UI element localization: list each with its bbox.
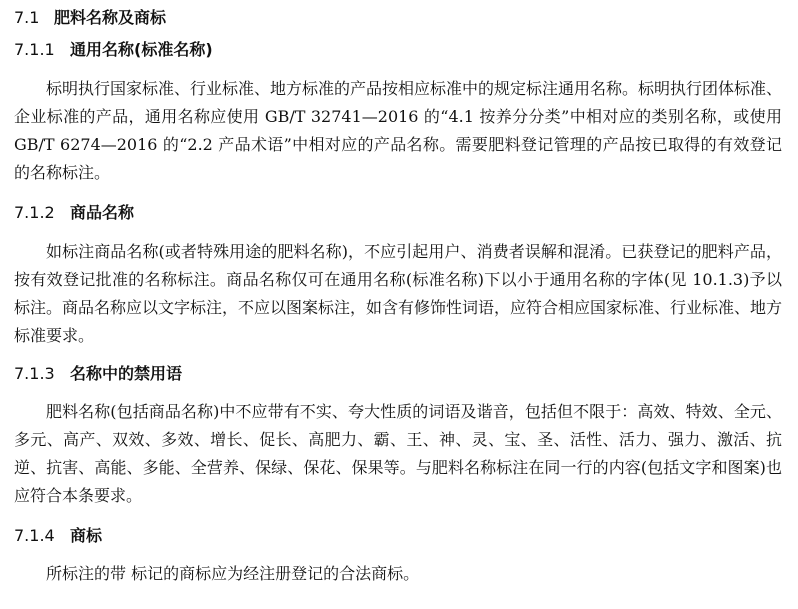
section-number: 7.1.2 [14, 203, 55, 222]
section-number: 7.1.1 [14, 40, 55, 59]
section-title: 肥料名称及商标 [54, 8, 167, 27]
section-7-1-4-heading [14, 526, 782, 546]
section-title: 商品名称 [70, 203, 135, 222]
section-7-1-2-body: 如标注商品名称(或者特殊用途的肥料名称)，不应引起用户、消费者误解和混淆。已获登记的肥料产品，按有效登记批准的名称标注。商品名称仅可在通用名称(标准名称)下以小于通用名称的字体(见 10.1.3)予以标注。商品名称应以文字标注，不应以图案标注，如含有修饰性词语，应符合相应国家标准、行业标准、地方标准要求。 [14, 242, 783, 345]
section-7-1-1-heading [14, 40, 782, 60]
section-number: 7.1.3 [14, 364, 55, 383]
section-title: 通用名称(标准名称) [70, 40, 213, 59]
section-7-1-3-body: 肥料名称(包括商品名称)中不应带有不实、夸大性质的词语及谐音，包括但不限于：高效、特效、全元、多元、高产、双效、多效、增长、促长、高肥力、霸、王、神、灵、宝、圣、活性、活力、强力、激活、抗逆、抗害、高能、多能、全营养、保绿、保花、保果等。与肥料名称标注在同一行的内容(包括文字和图案)也应符合本条要求。 [14, 402, 782, 505]
section-7-1-3-heading [14, 364, 782, 384]
section-7-1-2-heading [14, 203, 782, 223]
section-title: 名称中的禁用语 [70, 364, 183, 383]
section-7-1-1-body: 标明执行国家标准、行业标准、地方标准的产品按相应标准中的规定标注通用名称。标明执行团体标准、企业标准的产品，通用名称应使用 GB/T 32741—2016 的“4.1 按养分分类”中相对应的类别名称，或使用 GB/T 6274—2016 的“2.2 产品术语”中相对应的产品名称。需要肥料登记管理的产品按已取得的有效登记的名称标注。 [14, 79, 783, 182]
section-7-1-heading [14, 8, 782, 28]
section-number: 7.1.4 [14, 526, 55, 545]
section-title: 商标 [70, 526, 103, 545]
section-number: 7.1 [14, 8, 40, 27]
section-7-1-4-body: 所标注的带 标记的商标应为经注册登记的合法商标。 [46, 564, 420, 583]
